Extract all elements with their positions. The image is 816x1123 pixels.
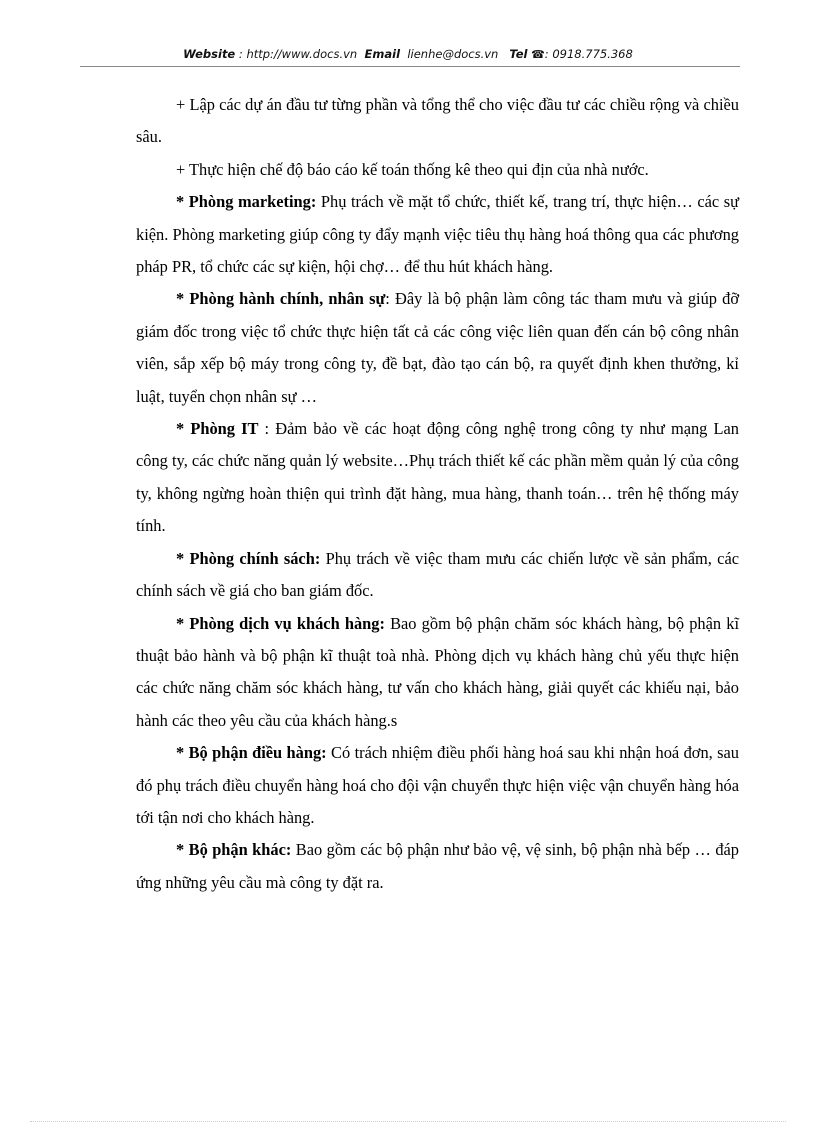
paragraph-heading: * Phòng chính sách:	[176, 548, 321, 568]
paragraph-heading: * Phòng dịch vụ khách hàng:	[176, 613, 385, 633]
website-url[interactable]: http://www.docs.vn	[246, 47, 358, 61]
page-header	[0, 47, 816, 61]
paragraph-text: Phụ trách về mặt tổ chức, thiết kế, trang trí, thực hiện… các sự kiện. Phòng marketing giúp công ty đẩy mạnh việc tiêu thụ hàng hoá thông qua các phương pháp PR, tổ chức các sự kiện, hội chợ… để thu hút khách hàng.	[136, 192, 739, 277]
paragraph	[136, 89, 739, 154]
website-separator: :	[235, 47, 247, 61]
paragraph	[136, 283, 739, 413]
paragraph-text: : Đảm bảo về các hoạt động công nghệ trong công ty như mạng Lan công ty, các chức năng quản lý website…Phụ trách thiết kế các phần mềm quản lý của công ty, không ngừng hoàn thiện qui trình đặt hàng, mua hàng, thanh toán… trên hệ thống máy tính.	[136, 419, 739, 536]
header-divider	[80, 66, 740, 67]
paragraph	[136, 737, 739, 834]
paragraph-text: Phụ trách về việc tham mưu các chiến lược về sản phẩm, các chính sách về giá cho ban giám đốc.	[136, 548, 739, 601]
paragraph-text: + Thực hiện chế độ báo cáo kế toán thống kê theo qui địn của nhà nước.	[176, 159, 649, 179]
paragraph	[136, 154, 739, 186]
paragraph-text: : Đây là bộ phận làm công tác tham mưu và giúp đỡ giám đốc trong việc tổ chức thực hiện tất cả các công việc liên quan đến cán bộ công nhân viên, sắp xếp bộ máy trong công ty, đề bạt, đào tạo cán bộ, ra quyết định khen thưởng, kỉ luật, tuyển chọn nhân sự …	[136, 289, 739, 406]
website-label: Website	[183, 47, 236, 61]
paragraph-heading: * Phòng hành chính, nhân sự	[176, 289, 386, 309]
paragraph-text: + Lập các dự án đầu tư từng phần và tổng thể cho việc đầu tư các chiều rộng và chiều sâu.	[136, 95, 739, 147]
document-body	[136, 89, 739, 899]
paragraph	[136, 413, 739, 543]
paragraph	[136, 834, 739, 899]
paragraph-text: Bao gồm bộ phận chăm sóc khách hàng, bộ phận kĩ thuật bảo hành và bộ phận kĩ thuật toà nhà. Phòng dịch vụ khách hàng chủ yếu thực hiện các chức năng chăm sóc khách hàng, tư vấn cho khách hàng, giải quyết các khiếu nại, bảo hành các theo yêu cầu của khách hàng.s	[136, 613, 739, 730]
footer-divider	[30, 1121, 786, 1122]
paragraph	[136, 543, 739, 608]
paragraph-heading: * Bộ phận khác:	[176, 840, 292, 860]
paragraph-heading: * Phòng IT	[176, 419, 259, 439]
paragraph	[136, 608, 739, 738]
paragraph-heading: * Bộ phận điều hàng:	[176, 743, 327, 763]
tel-number: : 0918.775.368	[544, 47, 633, 61]
phone-icon: ☎	[531, 48, 545, 61]
email-address[interactable]: lienhe@docs.vn	[407, 47, 499, 61]
email-label: Email	[364, 47, 401, 61]
paragraph-text: Có trách nhiệm điều phối hàng hoá sau khi nhận hoá đơn, sau đó phụ trách điều chuyển hàng hoá cho đội vận chuyển thực hiện việc vận chuyển hàng hóa tới tận nơi cho khách hàng.	[136, 743, 739, 827]
tel-label: Tel	[509, 47, 528, 61]
paragraph-text: Bao gồm các bộ phận như bảo vệ, vệ sinh, bộ phận nhà bếp … đáp ứng những yêu cầu mà công ty đặt ra.	[136, 840, 739, 892]
paragraph-heading: * Phòng marketing:	[176, 192, 317, 212]
paragraph	[136, 186, 739, 283]
